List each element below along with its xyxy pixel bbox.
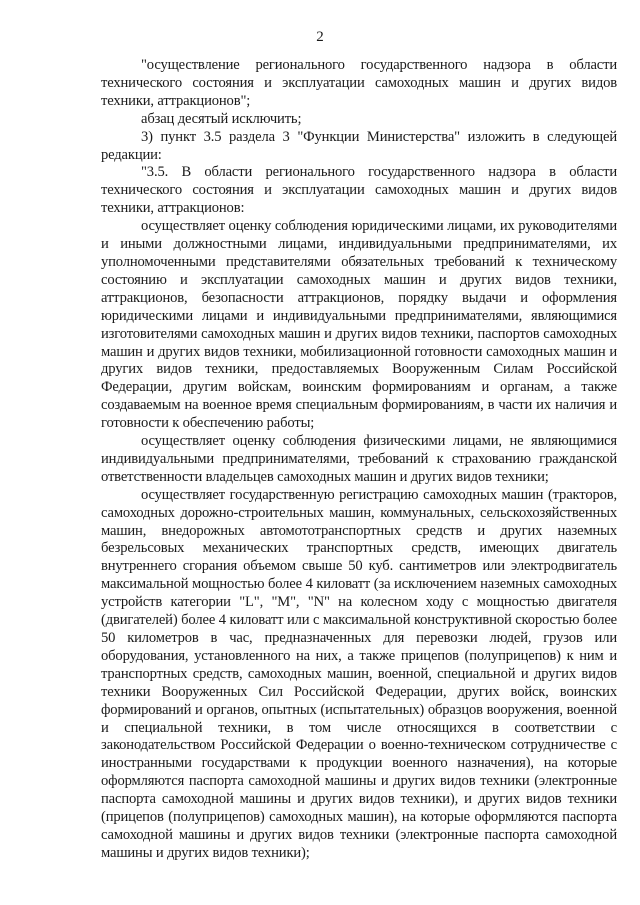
paragraph: абзац десятый исключить; — [141, 110, 302, 127]
paragraph: осуществляет государственную регистрацию самоходных машин (тракторов, самоходных дорожно-строительных машин, коммунальных, сельскохозяйственных машин, внедорожных автомототранспортных средств и других наземных безрельсовых механических транспортных средств, имеющих двигатель внутреннего сгорания объемом свыше 50 куб. сантиметров или электродвигатель максимальной мощностью более 4 киловатт (за исключением наземных самоходных устройств категории "L", "M", "N" на колесном ходу с мощностью двигателя (двигателей) более 4 киловатт или с максимальной конструктивной скоростью более 50 километров в час, предназначенных для перевозки людей, грузов или оборудования, установленного на них, а также прицепов (полуприцепов) к ним и транспортных средств, самоходных машин, военной, специальной и других видов техники Вооруженных Сил Российской Федерации, других войск, воинских формирований и органов, опытных (испытательных) образцов вооружения, военной и специальной техники, в том числе относящихся в соответствии с законодательством Российской Федерации о военно-техническом сотрудничестве с иностранными государствами к продукции военного назначения), на которые оформляются паспорта самоходной машины и других видов техники (электронные паспорта самоходной машины и других видов техники), и других видов техники (прицепов (полуприцепов) самоходных машин), на которые оформляются паспорта самоходной машины и других видов техники (электронные паспорта самоходной машины и других видов техники); — [101, 486, 617, 861]
paragraph: "3.5. В области регионального государственного надзора в области технического состояния и эксплуатации самоходных машин и других видов техники, аттракционов: — [101, 164, 617, 217]
paragraph: 3) пункт 3.5 раздела 3 "Функции Министерства" изложить в следующей редакции: — [101, 128, 617, 163]
paragraph: "осуществление регионального государственного надзора в области технического состояния и эксплуатации самоходных машин и других видов техники, аттракционов"; — [101, 57, 617, 109]
document-body — [101, 57, 617, 863]
paragraph: осуществляет оценку соблюдения физическими лицами, не являющимися индивидуальными предпринимателями, требований к страхованию гражданской ответственности владельцев самоходных машин и других видов техники; — [101, 433, 617, 485]
paragraph: осуществляет оценку соблюдения юридическими лицами, их руководителями и иными должностными лицами, индивидуальными предпринимателями, их уполномоченными представителями обязательных требований к техническому состоянию и эксплуатации самоходных машин и других видов техники, аттракционов, безопасности аттракционов, порядку выдачи и оформления юридическими лицами и индивидуальными предпринимателями, являющимися изготовителями самоходных машин и других видов техники, паспортов самоходных машин и других видов техники, мобилизационной готовности самоходных машин и других видов техники, предоставляемых Вооруженным Силам Российской Федерации, другим войскам, воинским формированиям и органам, а также создаваемым на военное время специальным формированиям, в части их наличия и готовности к обеспечению работы; — [101, 218, 617, 432]
page-number: 2 — [316, 29, 324, 45]
